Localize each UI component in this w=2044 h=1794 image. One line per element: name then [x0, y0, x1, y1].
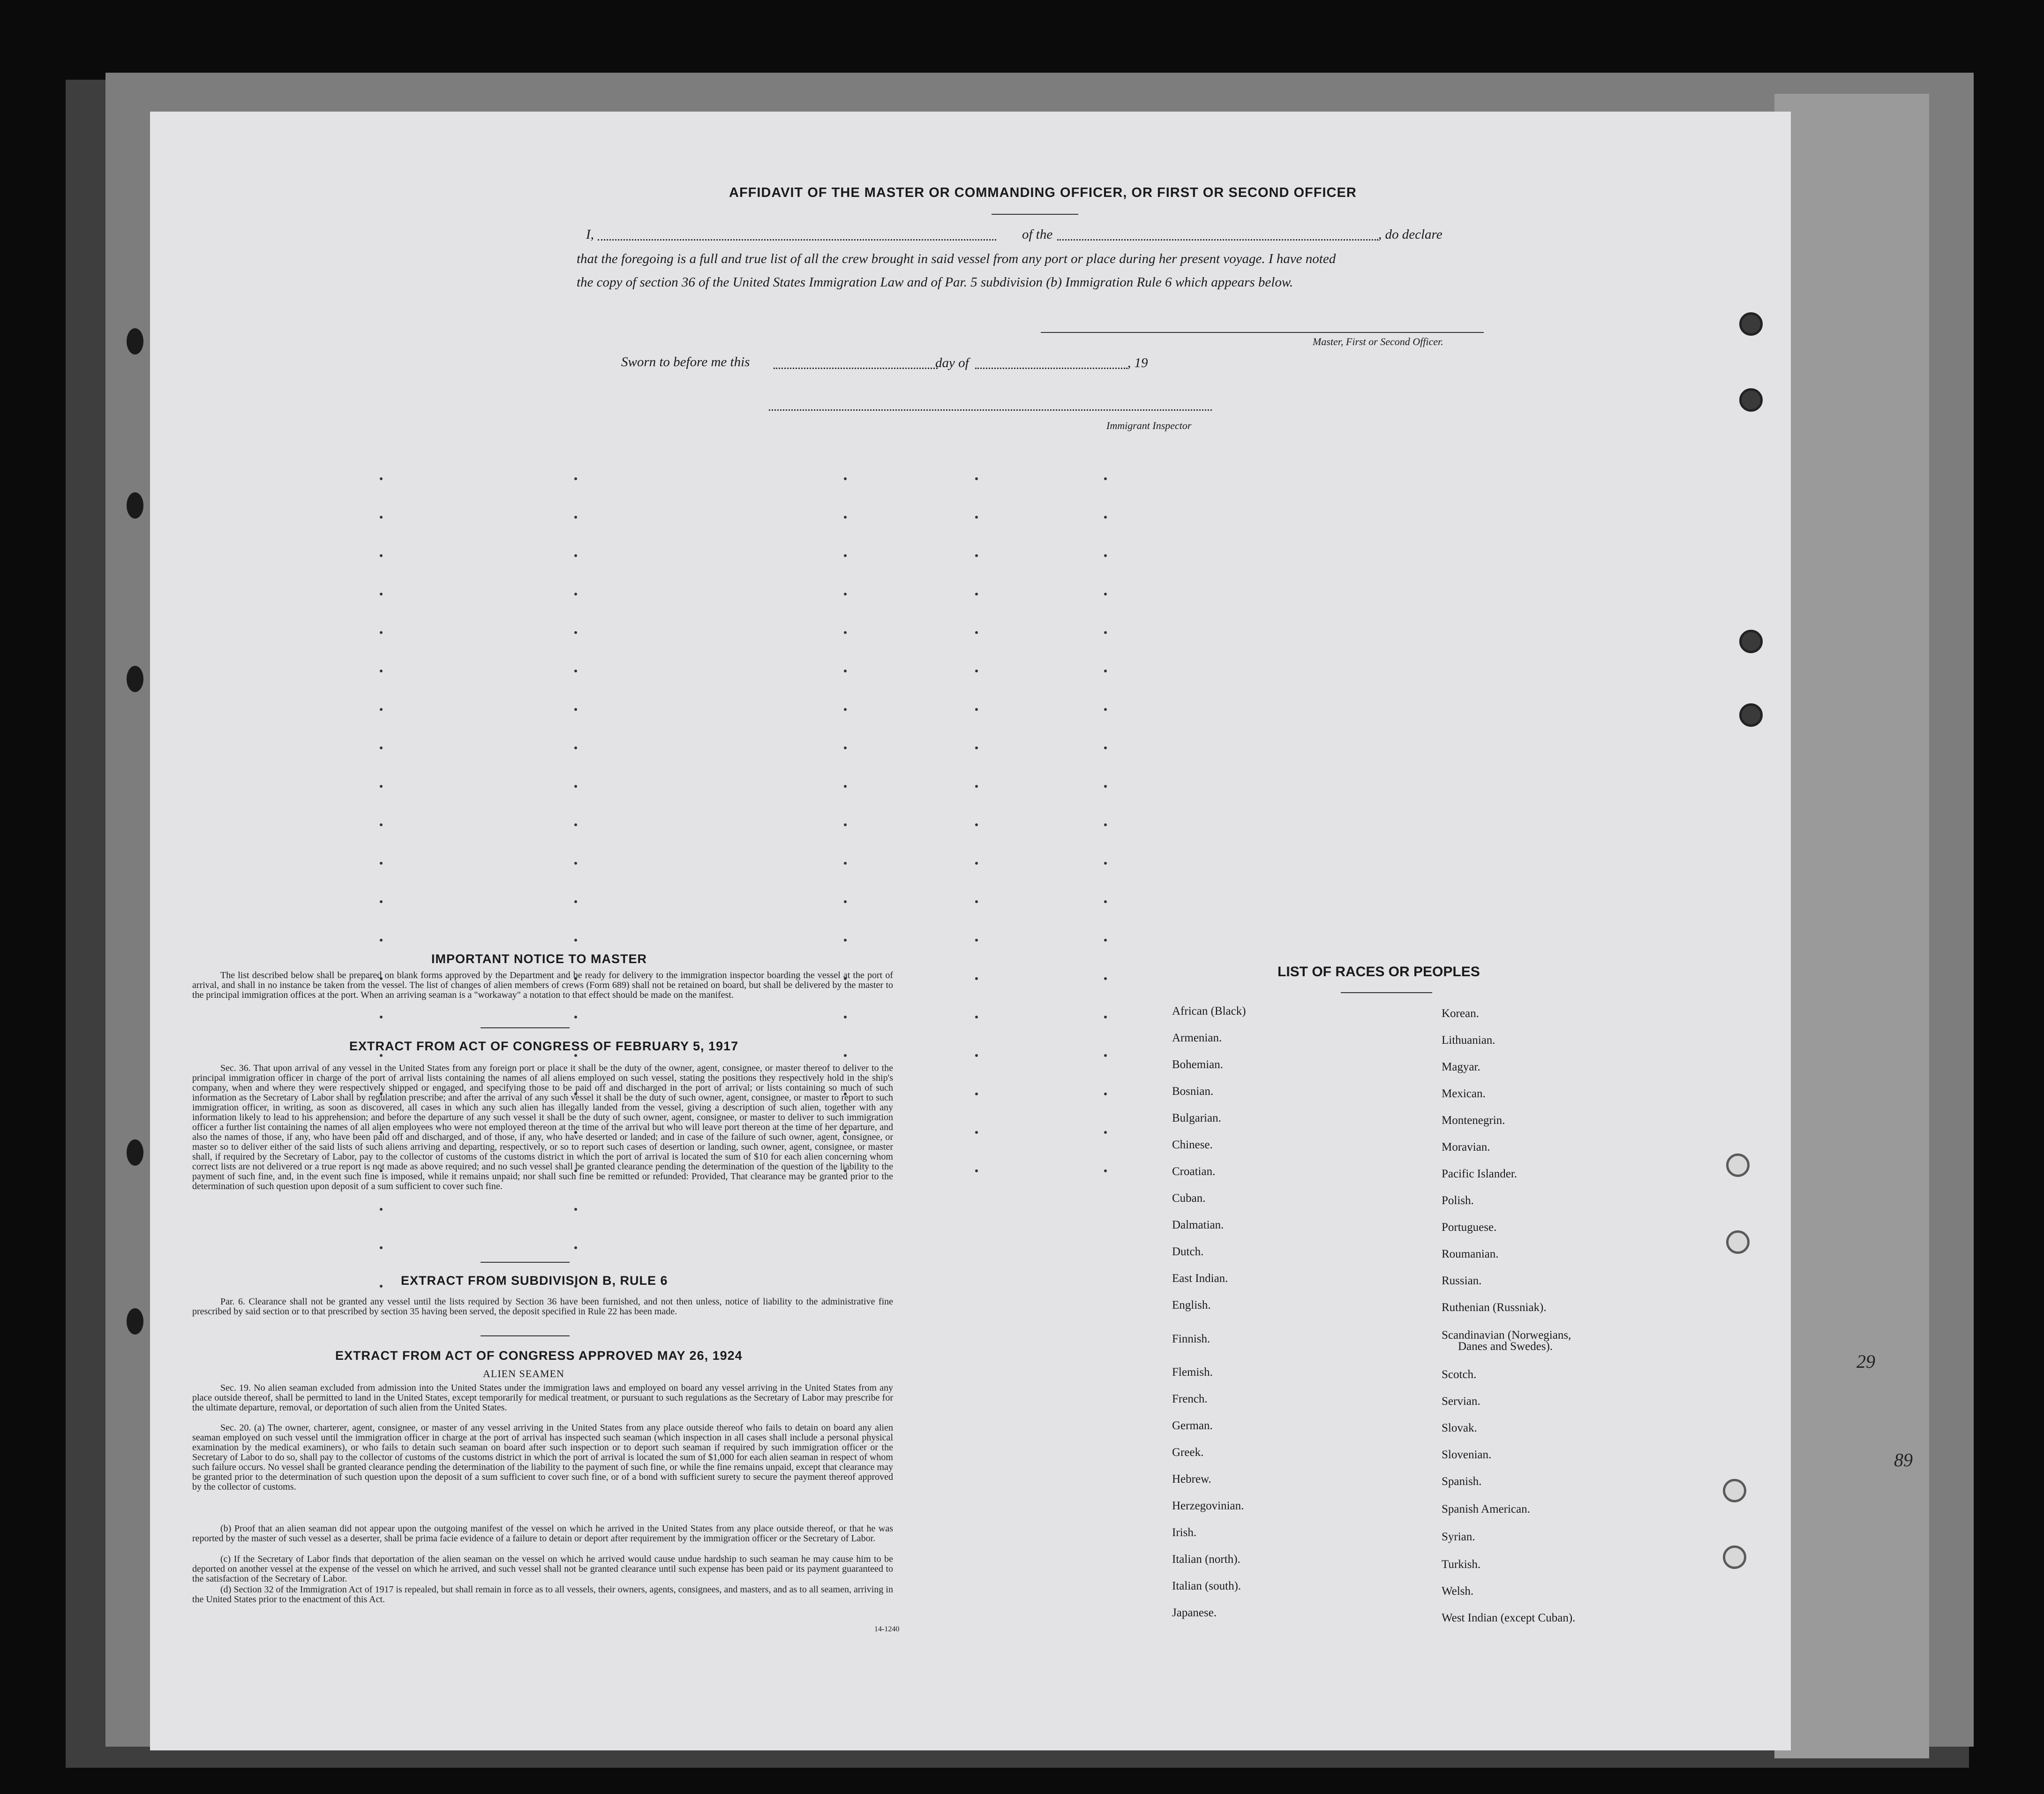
guide-dot	[975, 1131, 978, 1134]
guide-dot	[1104, 785, 1107, 788]
divider	[481, 1027, 570, 1028]
race-item: Bulgarian.	[1172, 1112, 1221, 1124]
extract-1917-title: EXTRACT FROM ACT OF CONGRESS OF FEBRUARY 5, 1917	[349, 1039, 739, 1053]
guide-dot	[1104, 1093, 1107, 1095]
extract-1917-body: Sec. 36. That upon arrival of any vessel in the United States from any foreign port or place it shall be the duty of the owner, agent, consignee, or master thereof to deliver to the principal immigration officer in charge of the port of arrival lists containing the names of all aliens employed on such vessel, stating the positions they respectively hold in the ship's company, when and where they were respectively shipped or engaged, and specifying those to be paid off and discharged in the port of arrival; or lists containing so much of such information as the Secretary of Labor shall by regulation prescribe; and after the arrival of any such vessel it shall be the duty of such owner, agent, consignee, or master to report to such immigration officer, in writing, as soon as discovered, all cases in which any such alien has illegally landed from the vessel, giving a description of such alien, together with any information likely to lead to his apprehension; and before the departure of any such vessel it shall be the duty of such owner, agent, consignee, or master to deliver to such immigration officer a further list containing the names of all alien employees who were not employed thereon at the time of the arrival but who will leave port thereon at the time of her departure, and also the names of those, if any, who have been paid off and discharged, and of those, if any, who have deserted or landed; and in case of the failure of such owner, agent, consignee, or master so to deliver either of the said lists of such aliens arriving and departing, respectively, or so to report such cases of desertion or landing, such owner, agent, consignee, or master shall, if required by the Secretary of Labor, pay to the collector of customs of the customs district in which the port of arrival is located the sum of $10 for each alien concerning whom correct lists are not delivered or a true report is not made as above required; and no such vessel shall be granted clearance pending the determination of the question of the liability to the payment of such fine, and, in the event such fine is imposed, while it remains unpaid; nor shall such fine be remitted or refunded: Provided, That clearance may be granted prior to the determination of such question upon deposit of a sum sufficient to cover such fine.	[192, 1063, 893, 1191]
race-item: Roumanian.	[1442, 1248, 1499, 1260]
race-item: West Indian (except Cuban).	[1442, 1612, 1576, 1624]
guide-dot	[380, 785, 383, 788]
punch-hole	[1723, 1479, 1746, 1502]
race-item: Polish.	[1442, 1194, 1474, 1207]
guide-dot	[975, 1016, 978, 1018]
guide-dot	[844, 516, 847, 519]
guide-dot	[844, 670, 847, 672]
guide-dot	[380, 1016, 383, 1018]
binding-hole	[127, 1308, 143, 1334]
guide-dot	[844, 746, 847, 749]
margin-note: 89	[1894, 1449, 1913, 1470]
guide-dot	[844, 477, 847, 480]
guide-dot	[574, 1054, 577, 1057]
guide-dot	[574, 746, 577, 749]
guide-dot	[574, 785, 577, 788]
guide-dot	[574, 516, 577, 519]
affidavit-i: I,	[586, 227, 594, 242]
guide-dot	[380, 1208, 383, 1211]
race-item: Scandinavian (Norwegians,	[1442, 1329, 1571, 1342]
race-item: Hebrew.	[1172, 1473, 1211, 1485]
divider	[481, 1262, 570, 1263]
race-item: Dutch.	[1172, 1245, 1204, 1258]
guide-dot	[844, 631, 847, 634]
right-strip	[1774, 94, 1929, 1758]
race-item: Bohemian.	[1172, 1058, 1224, 1071]
guide-dot	[844, 785, 847, 788]
guide-dot	[574, 939, 577, 942]
guide-dot	[975, 977, 978, 980]
extract-1924-sec20c: (c) If the Secretary of Labor finds that deportation of the alien seaman on the vessel on which he arrived would cause undue hardship to such seaman he may cause him to be deported on another vessel at the expense of the vessel on which he arrived, and such vessel shall not be granted clearance until such expense has been paid or its payment guaranteed to the satisfaction of the Secretary of Labor.	[192, 1554, 893, 1584]
guide-dot	[1104, 746, 1107, 749]
race-item: Croatian.	[1172, 1165, 1216, 1178]
guide-dot	[975, 554, 978, 557]
guide-dot	[975, 593, 978, 595]
guide-dot	[380, 746, 383, 749]
guide-dot	[975, 939, 978, 942]
guide-dot	[1104, 900, 1107, 903]
race-item: Russian.	[1442, 1274, 1482, 1287]
guide-dot	[844, 823, 847, 826]
punch-hole	[1739, 312, 1763, 336]
binding-hole	[127, 492, 143, 519]
form-code: 14-1240	[874, 1625, 900, 1633]
guide-dot	[975, 862, 978, 865]
race-item: Welsh.	[1442, 1585, 1474, 1598]
guide-dot	[1104, 554, 1107, 557]
sworn-prefix: Sworn to before me this	[621, 354, 750, 369]
race-item: Spanish American.	[1442, 1503, 1530, 1515]
race-item: Syrian.	[1442, 1530, 1475, 1543]
race-item: Scotch.	[1442, 1368, 1477, 1381]
guide-dot	[1104, 977, 1107, 980]
sworn-day-of: day of	[935, 355, 969, 370]
guide-dot	[574, 477, 577, 480]
guide-dot	[574, 900, 577, 903]
guide-dot	[975, 1054, 978, 1057]
notice-title: IMPORTANT NOTICE TO MASTER	[431, 952, 647, 966]
guide-dot	[844, 900, 847, 903]
race-item: Chinese.	[1172, 1138, 1213, 1151]
affidavit-line3: the copy of section 36 of the United States Immigration Law and of Par. 5 subdivision (b) Immigration Rule 6 which appears below.	[577, 275, 1293, 290]
guide-dot	[574, 554, 577, 557]
race-item: Moravian.	[1442, 1141, 1490, 1153]
guide-dot	[380, 823, 383, 826]
race-item: Montenegrin.	[1442, 1114, 1505, 1127]
guide-dot	[380, 554, 383, 557]
race-item: Italian (south).	[1172, 1580, 1241, 1592]
guide-dot	[1104, 708, 1107, 711]
race-item: Lithuanian.	[1442, 1034, 1495, 1047]
race-item: Spanish.	[1442, 1475, 1482, 1488]
race-item: Turkish.	[1442, 1558, 1481, 1571]
punch-hole	[1726, 1230, 1750, 1254]
divider	[1341, 992, 1432, 993]
affidavit-of-the: of the	[1022, 227, 1053, 242]
guide-dot	[975, 900, 978, 903]
binding-hole	[127, 666, 143, 692]
guide-dot	[844, 593, 847, 595]
punch-hole	[1726, 1153, 1750, 1177]
race-item: Bosnian.	[1172, 1085, 1214, 1098]
race-item: Irish.	[1172, 1526, 1197, 1539]
race-item: Cuban.	[1172, 1192, 1206, 1205]
guide-dot	[1104, 516, 1107, 519]
guide-dot	[1104, 1131, 1107, 1134]
guide-dot	[975, 477, 978, 480]
notice-body: The list described below shall be prepared on blank forms approved by the Department and be ready for delivery to the immigration inspector boarding the vessel at the port of arrival, and shall in no instance be taken from the vessel. The list of changes of alien members of crews (Form 689) shall not be retained on board, but shall be delivered by the master to the principal immigration offices at the port. When an arriving seaman is a "workaway" a notation to that effect should be made on the manifest.	[192, 970, 893, 1000]
race-item: Servian.	[1442, 1395, 1480, 1408]
guide-dot	[380, 477, 383, 480]
guide-dot	[574, 823, 577, 826]
punch-hole	[1739, 703, 1763, 727]
guide-dot	[380, 593, 383, 595]
guide-dot	[975, 631, 978, 634]
guide-dot	[380, 708, 383, 711]
form-sheet	[150, 112, 1791, 1750]
guide-dot	[1104, 477, 1107, 480]
sworn-year: , 19	[1127, 355, 1148, 370]
punch-hole	[1723, 1545, 1746, 1569]
race-item: French.	[1172, 1393, 1208, 1405]
guide-dot	[975, 823, 978, 826]
guide-dot	[975, 670, 978, 672]
guide-dot	[844, 862, 847, 865]
vessel-blank	[1057, 239, 1378, 241]
race-item: Slovak.	[1442, 1422, 1477, 1434]
extract-1924-sec20b: (b) Proof that an alien seaman did not appear upon the outgoing manifest of the vessel on which he arrived in the United States from any place outside thereof, or that he was reported by the master of such vessel as a deserter, shall be prima facie evidence of a failure to detain or deport after requirement by the immigration officer or the Secretary of Labor.	[192, 1523, 893, 1544]
guide-dot	[1104, 670, 1107, 672]
guide-dot	[844, 939, 847, 942]
guide-dot	[1104, 1054, 1107, 1057]
margin-note: 29	[1856, 1351, 1875, 1372]
guide-dot	[1104, 823, 1107, 826]
guide-dot	[574, 862, 577, 865]
race-item: Dalmatian.	[1172, 1219, 1224, 1231]
race-item: English.	[1172, 1299, 1211, 1312]
extract-rule6-title: EXTRACT FROM SUBDIVISION B, RULE 6	[401, 1274, 668, 1288]
guide-dot	[975, 1169, 978, 1172]
divider	[481, 1335, 570, 1336]
race-item: Japanese.	[1172, 1606, 1217, 1619]
race-item: Herzegovinian.	[1172, 1500, 1244, 1512]
extract-1924-sec20a: Sec. 20. (a) The owner, charterer, agent, consignee, or master of any vessel arriving in the United States from any place outside thereof who fails to detain on board any alien seaman employed on such vessel until the immigration officer in charge at the port of arrival has inspected such seaman (which inspection in all cases shall include a personal physical examination by the medical examiners), or who fails to detain such seaman on board after such inspection or to deport such seaman if required by such immigration officer or the Secretary of Labor to do so, shall pay to the collector of customs of the customs district in which the port of arrival is located the sum of $1,000 for each alien seaman in respect of whom such failure occurs. No vessel shall be granted clearance pending the determination of the liability to the payment of such fine, or while the fine remains unpaid, except that clearance may be granted prior to the determination of such question upon the deposit of a sum sufficient to cover such fine, or of a bond with sufficient surety to secure the payment thereof approved by the collector of customs.	[192, 1423, 893, 1492]
guide-dot	[380, 670, 383, 672]
race-item: Slovenian.	[1442, 1448, 1492, 1461]
guide-dot	[975, 708, 978, 711]
signature-label: Master, First or Second Officer.	[1313, 336, 1443, 347]
guide-dot	[844, 1054, 847, 1057]
affidavit-line2: that the foregoing is a full and true list of all the crew brought in said vessel from any port or place during her present voyage. I have noted	[577, 251, 1336, 266]
race-item: Finnish.	[1172, 1333, 1210, 1345]
guide-dot	[380, 1054, 383, 1057]
guide-dot	[844, 554, 847, 557]
race-item: Pacific Islander.	[1442, 1168, 1518, 1180]
guide-dot	[380, 939, 383, 942]
race-item: Mexican.	[1442, 1087, 1486, 1100]
race-item: Flemish.	[1172, 1366, 1213, 1379]
extract-1924-sec19: Sec. 19. No alien seaman excluded from admission into the United States under the immigration laws and employed on board any vessel arriving in the United States from any place outside thereof, shall be permitted to land in the United States, except temporarily for medical treatment, or pursuant to such regulations as the Secretary of Labor may prescribe for the ultimate departure, removal, or deportation of such alien from the United States.	[192, 1383, 893, 1413]
extract-1924-sec20d: (d) Section 32 of the Immigration Act of 1917 is repealed, but shall remain in force as to all vessels, their owners, agents, consignees, and masters, and as to all seamen, arriving in the United States prior to the enactment of this Act.	[192, 1584, 893, 1605]
guide-dot	[574, 593, 577, 595]
race-item: Danes and Swedes).	[1458, 1340, 1553, 1353]
name-blank	[598, 239, 996, 241]
extract-rule6-body: Par. 6. Clearance shall not be granted any vessel until the lists required by Section 36 have been furnished, and not then unless, notice of liability to the administrative fine prescribed by said section or to that prescribed by section 35 having been served, the deposit specified in Rule 22 has been made.	[192, 1297, 893, 1317]
guide-dot	[380, 631, 383, 634]
guide-dot	[380, 900, 383, 903]
guide-dot	[1104, 593, 1107, 595]
guide-dot	[975, 746, 978, 749]
race-item: Italian (north).	[1172, 1553, 1240, 1566]
guide-dot	[380, 1246, 383, 1249]
races-title: LIST OF RACES OR PEOPLES	[1278, 964, 1480, 980]
guide-dot	[1104, 862, 1107, 865]
guide-dot	[380, 862, 383, 865]
guide-dot	[975, 516, 978, 519]
affidavit-declare: , do declare	[1378, 227, 1443, 242]
binding-hole	[127, 1139, 143, 1166]
guide-dot	[380, 516, 383, 519]
inspector-label: Immigrant Inspector	[1106, 420, 1192, 431]
race-item: African (Black)	[1172, 1005, 1246, 1018]
guide-dot	[844, 1016, 847, 1018]
guide-dot	[1104, 1016, 1107, 1018]
guide-dot	[975, 1093, 978, 1095]
guide-dot	[1104, 939, 1107, 942]
guide-dot	[574, 708, 577, 711]
punch-hole	[1739, 388, 1763, 412]
extract-1924-title: EXTRACT FROM ACT OF CONGRESS APPROVED MAY 26, 1924	[335, 1349, 743, 1363]
race-item: Portuguese.	[1442, 1221, 1497, 1234]
extract-1924-subtitle: ALIEN SEAMEN	[483, 1368, 564, 1379]
affidavit-title: AFFIDAVIT OF THE MASTER OR COMMANDING OFFICER, OR FIRST OR SECOND OFFICER	[729, 185, 1357, 200]
race-item: Armenian.	[1172, 1032, 1222, 1044]
guide-dot	[574, 670, 577, 672]
race-item: German.	[1172, 1419, 1213, 1432]
guide-dot	[975, 785, 978, 788]
guide-dot	[574, 1246, 577, 1249]
guide-dot	[844, 708, 847, 711]
divider	[992, 214, 1078, 215]
punch-hole	[1739, 630, 1763, 653]
month-blank	[975, 368, 1127, 369]
race-item: Korean.	[1442, 1007, 1479, 1020]
guide-dot	[574, 1208, 577, 1211]
race-item: East Indian.	[1172, 1272, 1228, 1285]
signature-line	[1041, 332, 1484, 333]
guide-dot	[1104, 1169, 1107, 1172]
race-item: Magyar.	[1442, 1061, 1480, 1073]
guide-dot	[380, 1285, 383, 1288]
day-blank	[774, 368, 938, 369]
inspector-line	[769, 409, 1212, 411]
guide-dot	[574, 631, 577, 634]
guide-dot	[574, 1016, 577, 1018]
binding-hole	[127, 328, 143, 354]
race-item: Greek.	[1172, 1446, 1204, 1459]
guide-dot	[1104, 631, 1107, 634]
race-item: Ruthenian (Russniak).	[1442, 1301, 1547, 1314]
